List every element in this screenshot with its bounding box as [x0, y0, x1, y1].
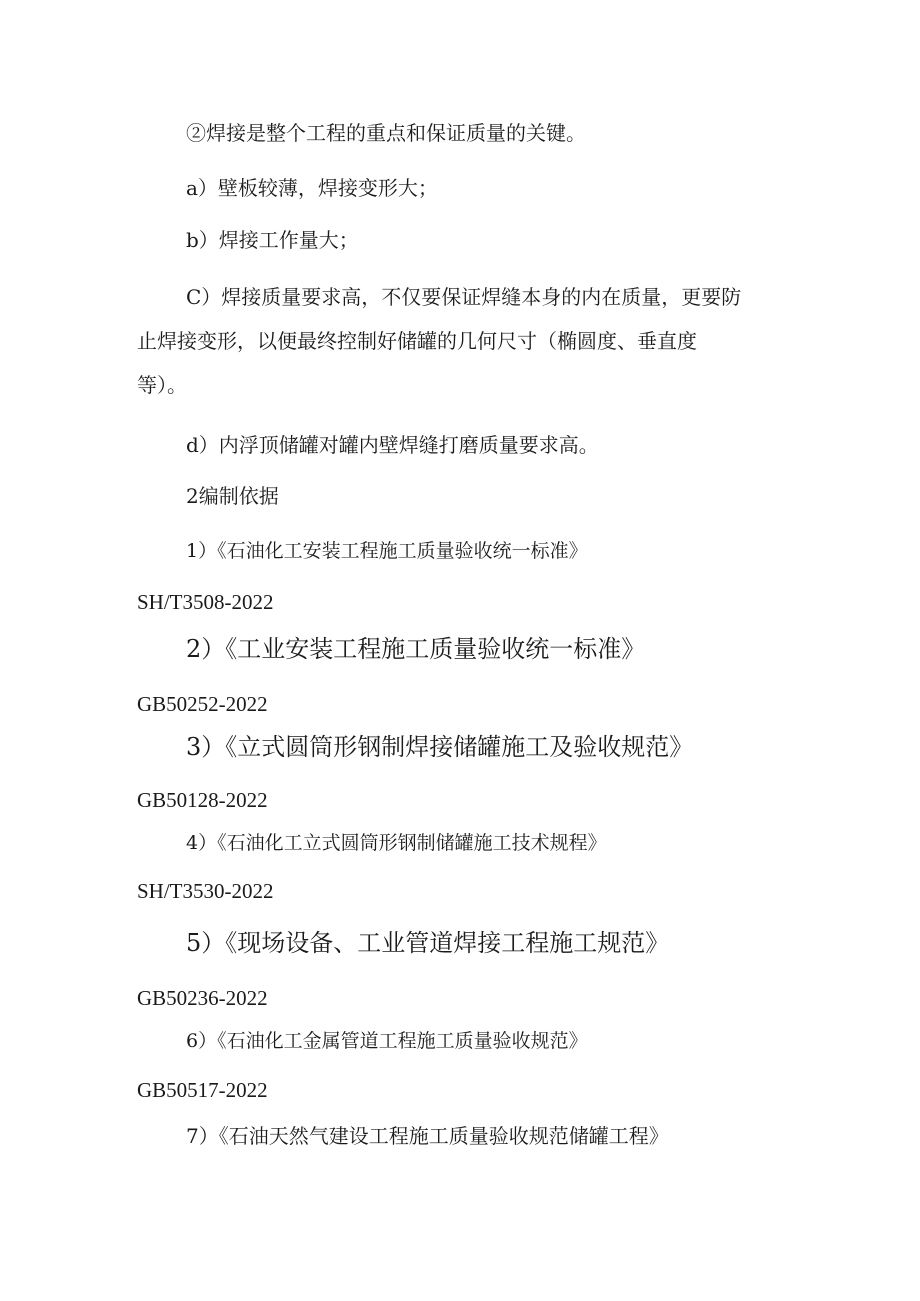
welding-key-paragraph: ②焊接是整个工程的重点和保证质量的关键。 — [186, 121, 586, 145]
reference-code-3: GB50128-2022 — [137, 788, 268, 812]
item-b: b）焊接工作量大； — [186, 228, 359, 252]
reference-title-4: 4）《石油化工立式圆筒形钢制储罐施工技术规程》 — [186, 832, 607, 854]
reference-title-3: 3）《立式圆筒形钢制焊接储罐施工及验收规范》 — [186, 733, 694, 761]
reference-code-5: GB50236-2022 — [137, 986, 268, 1010]
reference-code-2: GB50252-2022 — [137, 692, 268, 716]
item-c-line-2: 止焊接变形，以便最终控制好储罐的几何尺寸（椭圆度、垂直度 — [137, 329, 697, 353]
reference-code-4: SH/T3530-2022 — [137, 879, 274, 903]
item-c-line-3: 等）。 — [137, 373, 187, 397]
reference-title-1: 1）《石油化工安装工程施工质量验收统一标准》 — [186, 540, 588, 562]
reference-code-6: GB50517-2022 — [137, 1078, 268, 1102]
reference-title-6: 6）《石油化工金属管道工程施工质量验收规范》 — [186, 1030, 588, 1052]
reference-title-5: 5）《现场设备、工业管道焊接工程施工规范》 — [186, 929, 670, 957]
section-heading: 2编制依据 — [186, 484, 279, 508]
item-d: d）内浮顶储罐对罐内壁焊缝打磨质量要求高。 — [186, 433, 599, 457]
reference-title-2: 2）《工业安装工程施工质量验收统一标准》 — [186, 635, 646, 663]
reference-code-1: SH/T3508-2022 — [137, 590, 274, 614]
item-c-line-1: C）焊接质量要求高，不仅要保证焊缝本身的内在质量，更要防 — [186, 285, 742, 309]
item-a: a）壁板较薄，焊接变形大； — [186, 176, 438, 200]
reference-title-7: 7）《石油天然气建设工程施工质量验收规范储罐工程》 — [186, 1124, 669, 1148]
